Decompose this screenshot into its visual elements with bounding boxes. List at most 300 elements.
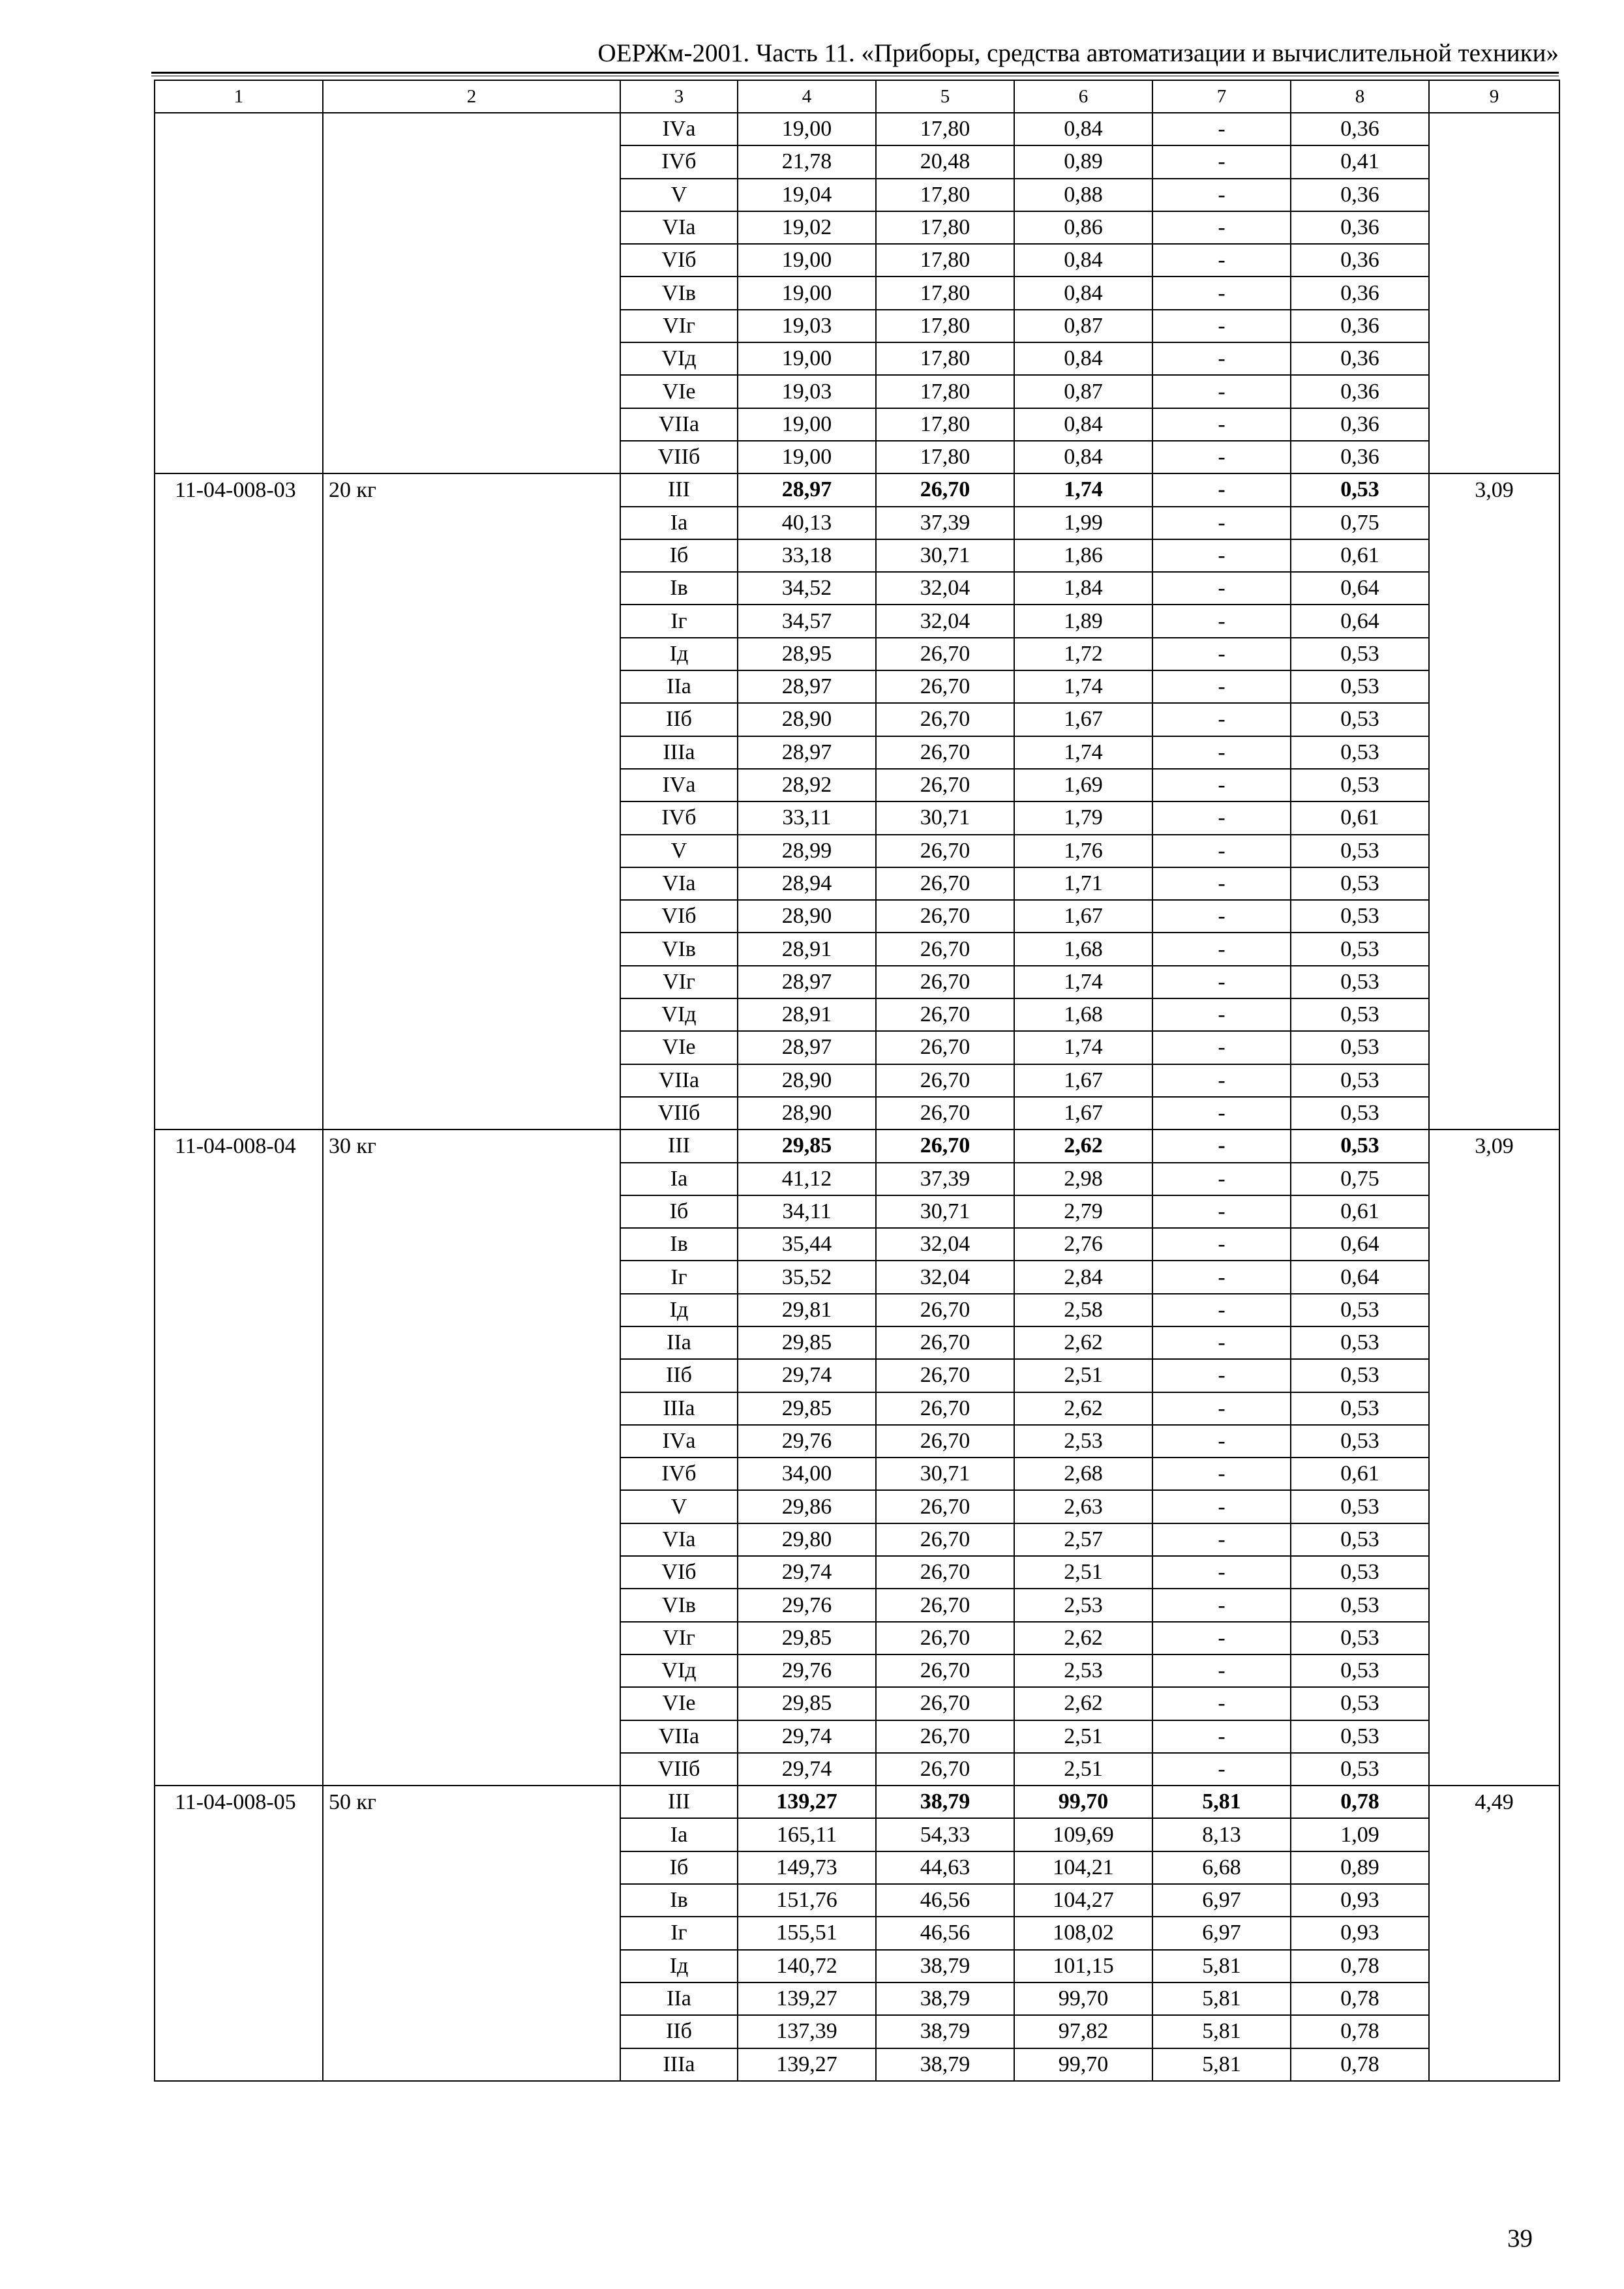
value-cell: 26,70 (876, 736, 1014, 769)
name-cell (323, 801, 620, 834)
value-cell: 0,78 (1291, 1982, 1429, 2015)
value-cell: - (1152, 769, 1291, 801)
col9-cell (1429, 769, 1559, 801)
value-cell: - (1152, 1753, 1291, 1786)
col9-cell (1429, 277, 1559, 309)
value-cell: 0,53 (1291, 1490, 1429, 1523)
value-cell: 2,68 (1014, 1458, 1152, 1490)
value-cell: 1,74 (1014, 1031, 1152, 1064)
value-cell: 0,53 (1291, 1064, 1429, 1097)
value-cell: - (1152, 342, 1291, 375)
value-cell: 6,97 (1152, 1884, 1291, 1917)
region-cell: VIIб (620, 1097, 738, 1130)
region-cell: IIб (620, 703, 738, 736)
code-cell (155, 867, 323, 900)
region-cell: III (620, 473, 738, 506)
table-row (155, 2048, 1559, 2081)
value-cell: 0,53 (1291, 1589, 1429, 1621)
code-cell (155, 769, 323, 801)
value-cell: 0,36 (1291, 179, 1429, 211)
value-cell: - (1152, 1589, 1291, 1621)
region-cell: Iг (620, 605, 738, 637)
value-cell: - (1152, 1523, 1291, 1556)
value-cell: 29,76 (738, 1589, 876, 1621)
value-cell: 5,81 (1152, 2015, 1291, 2048)
value-cell: 21,78 (738, 145, 876, 178)
table-row (155, 179, 1559, 211)
col9-cell (1429, 1622, 1559, 1654)
code-cell (155, 835, 323, 867)
value-cell: 0,53 (1291, 867, 1429, 900)
region-cell: VIе (620, 1687, 738, 1720)
value-cell: 101,15 (1014, 1950, 1152, 1982)
table-row (155, 1326, 1559, 1359)
name-cell: 50 кг (323, 1786, 620, 1818)
value-cell: 0,36 (1291, 113, 1429, 145)
value-cell: 99,70 (1014, 1786, 1152, 1818)
name-cell (323, 572, 620, 605)
value-cell: 40,13 (738, 507, 876, 539)
name-cell (323, 670, 620, 703)
value-cell: 30,71 (876, 539, 1014, 572)
value-cell: 17,80 (876, 244, 1014, 277)
region-cell: Iв (620, 1228, 738, 1261)
value-cell: 1,86 (1014, 539, 1152, 572)
value-cell: 104,21 (1014, 1851, 1152, 1884)
value-cell: 2,51 (1014, 1556, 1152, 1589)
value-cell: 26,70 (876, 900, 1014, 933)
code-cell (155, 1392, 323, 1425)
value-cell: 2,51 (1014, 1720, 1152, 1753)
value-cell: 0,53 (1291, 1523, 1429, 1556)
code-cell (155, 736, 323, 769)
value-cell: - (1152, 966, 1291, 998)
col9-cell (1429, 2015, 1559, 2048)
value-cell: 5,81 (1152, 1982, 1291, 2015)
value-cell: 19,00 (738, 113, 876, 145)
value-cell: 41,12 (738, 1163, 876, 1195)
code-cell (155, 1589, 323, 1621)
page-number: 39 (1507, 2224, 1533, 2252)
region-cell: VIд (620, 342, 738, 375)
value-cell: - (1152, 736, 1291, 769)
value-cell: 5,81 (1152, 2048, 1291, 2081)
region-cell: Iа (620, 507, 738, 539)
code-cell (155, 1884, 323, 1917)
name-cell (323, 2048, 620, 2081)
name-cell (323, 1425, 620, 1458)
value-cell: - (1152, 1359, 1291, 1392)
value-cell: 26,70 (876, 1294, 1014, 1326)
value-cell: - (1152, 900, 1291, 933)
value-cell: 26,70 (876, 966, 1014, 998)
code-cell (155, 2048, 323, 2081)
col9-cell: 3,09 (1429, 1130, 1559, 1162)
value-cell: 38,79 (876, 2048, 1014, 2081)
value-cell: - (1152, 1130, 1291, 1162)
name-cell (323, 1064, 620, 1097)
col9-cell (1429, 211, 1559, 244)
value-cell: 38,79 (876, 2015, 1014, 2048)
value-cell: 29,85 (738, 1392, 876, 1425)
value-cell: 2,57 (1014, 1523, 1152, 1556)
value-cell: - (1152, 1097, 1291, 1130)
table-row (155, 1523, 1559, 1556)
name-cell (323, 1163, 620, 1195)
value-cell: 26,70 (876, 1490, 1014, 1523)
table-row (155, 703, 1559, 736)
table-row (155, 1950, 1559, 1982)
name-cell (323, 605, 620, 637)
table-row (155, 1753, 1559, 1786)
value-cell: 0,53 (1291, 1720, 1429, 1753)
value-cell: 0,89 (1014, 145, 1152, 178)
value-cell: 28,91 (738, 998, 876, 1031)
value-cell: 19,00 (738, 244, 876, 277)
name-cell (323, 1195, 620, 1228)
value-cell: 28,94 (738, 867, 876, 900)
region-cell: VIIб (620, 1753, 738, 1786)
name-cell (323, 900, 620, 933)
name-cell (323, 1523, 620, 1556)
value-cell: - (1152, 605, 1291, 637)
col9-cell (1429, 342, 1559, 375)
table-row (155, 1195, 1559, 1228)
col9-cell (1429, 507, 1559, 539)
table-row (155, 801, 1559, 834)
region-cell: VIIб (620, 441, 738, 473)
value-cell: 28,90 (738, 703, 876, 736)
name-cell (323, 1982, 620, 2015)
code-cell (155, 113, 323, 145)
name-cell (323, 1294, 620, 1326)
value-cell: 0,53 (1291, 1097, 1429, 1130)
value-cell: 29,85 (738, 1130, 876, 1162)
value-cell: 29,74 (738, 1720, 876, 1753)
code-cell (155, 1654, 323, 1687)
value-cell: 34,57 (738, 605, 876, 637)
name-cell (323, 867, 620, 900)
value-cell: 26,70 (876, 933, 1014, 965)
region-cell: IIб (620, 2015, 738, 2048)
region-cell: Iд (620, 638, 738, 670)
value-cell: 26,70 (876, 998, 1014, 1031)
code-cell (155, 1097, 323, 1130)
value-cell: 104,27 (1014, 1884, 1152, 1917)
col9-cell (1429, 638, 1559, 670)
rates-table (154, 80, 1560, 2082)
code-cell (155, 342, 323, 375)
value-cell: 32,04 (876, 605, 1014, 637)
value-cell: - (1152, 1294, 1291, 1326)
table-row (155, 113, 1559, 145)
name-cell: 20 кг (323, 473, 620, 506)
value-cell: 0,64 (1291, 1261, 1429, 1293)
value-cell: - (1152, 277, 1291, 309)
value-cell: 26,70 (876, 1425, 1014, 1458)
value-cell: 2,62 (1014, 1130, 1152, 1162)
name-cell (323, 211, 620, 244)
value-cell: 29,74 (738, 1359, 876, 1392)
value-cell: 0,53 (1291, 1425, 1429, 1458)
region-cell: IIб (620, 1359, 738, 1392)
col9-cell (1429, 801, 1559, 834)
region-cell: VIе (620, 375, 738, 408)
value-cell: 139,27 (738, 1786, 876, 1818)
name-cell (323, 507, 620, 539)
table-row (155, 1097, 1559, 1130)
value-cell: 0,53 (1291, 473, 1429, 506)
value-cell: - (1152, 1556, 1291, 1589)
code-cell (155, 1720, 323, 1753)
region-cell: IVб (620, 1458, 738, 1490)
name-cell (323, 1589, 620, 1621)
name-cell (323, 310, 620, 342)
region-cell: Iд (620, 1294, 738, 1326)
name-cell (323, 1687, 620, 1720)
name-cell (323, 539, 620, 572)
name-cell (323, 1622, 620, 1654)
code-cell (155, 1031, 323, 1064)
region-cell: VIб (620, 1556, 738, 1589)
code-cell (155, 638, 323, 670)
value-cell: - (1152, 867, 1291, 900)
value-cell: - (1152, 1654, 1291, 1687)
value-cell: 34,11 (738, 1195, 876, 1228)
value-cell: 0,53 (1291, 1687, 1429, 1720)
col9-cell (1429, 1228, 1559, 1261)
code-cell (155, 244, 323, 277)
col9-cell (1429, 1654, 1559, 1687)
value-cell: 17,80 (876, 277, 1014, 309)
value-cell: 17,80 (876, 408, 1014, 441)
value-cell: 0,53 (1291, 998, 1429, 1031)
col9-cell (1429, 703, 1559, 736)
table-row (155, 408, 1559, 441)
value-cell: 137,39 (738, 2015, 876, 2048)
code-cell: 11-04-008-03 (155, 473, 323, 506)
region-cell: VIIа (620, 1720, 738, 1753)
code-cell (155, 572, 323, 605)
name-cell (323, 736, 620, 769)
table-row (155, 1556, 1559, 1589)
value-cell: 0,75 (1291, 507, 1429, 539)
value-cell: 28,97 (738, 966, 876, 998)
value-cell: 26,70 (876, 670, 1014, 703)
region-cell: V (620, 835, 738, 867)
value-cell: 0,84 (1014, 408, 1152, 441)
value-cell: 17,80 (876, 342, 1014, 375)
region-cell: IIа (620, 670, 738, 703)
value-cell: 0,53 (1291, 638, 1429, 670)
code-cell (155, 375, 323, 408)
col9-cell (1429, 1064, 1559, 1097)
value-cell: 35,52 (738, 1261, 876, 1293)
value-cell: 1,99 (1014, 507, 1152, 539)
value-cell: 20,48 (876, 145, 1014, 178)
value-cell: 0,78 (1291, 2015, 1429, 2048)
region-cell: Iв (620, 1884, 738, 1917)
col9-cell (1429, 1294, 1559, 1326)
region-cell: IIа (620, 1326, 738, 1359)
value-cell: 26,70 (876, 1359, 1014, 1392)
value-cell: 151,76 (738, 1884, 876, 1917)
value-cell: - (1152, 539, 1291, 572)
code-cell (155, 966, 323, 998)
value-cell: 17,80 (876, 179, 1014, 211)
value-cell: 0,87 (1014, 375, 1152, 408)
value-cell: - (1152, 113, 1291, 145)
col9-cell (1429, 179, 1559, 211)
value-cell: 26,70 (876, 703, 1014, 736)
value-cell: 1,67 (1014, 1097, 1152, 1130)
value-cell: 0,93 (1291, 1884, 1429, 1917)
table-row (155, 1818, 1559, 1851)
value-cell: 29,76 (738, 1654, 876, 1687)
value-cell: 26,70 (876, 473, 1014, 506)
code-cell (155, 1556, 323, 1589)
name-cell (323, 1359, 620, 1392)
column-header: 8 (1291, 80, 1429, 113)
column-number-row (155, 80, 1559, 113)
name-cell (323, 179, 620, 211)
name-cell (323, 441, 620, 473)
col9-cell (1429, 1523, 1559, 1556)
value-cell: 26,70 (876, 769, 1014, 801)
value-cell: 28,90 (738, 1064, 876, 1097)
value-cell: 0,53 (1291, 1654, 1429, 1687)
value-cell: - (1152, 310, 1291, 342)
name-cell (323, 1753, 620, 1786)
value-cell: 2,51 (1014, 1753, 1152, 1786)
value-cell: 8,13 (1152, 1818, 1291, 1851)
col9-cell (1429, 145, 1559, 178)
table-row (155, 441, 1559, 473)
value-cell: 0,36 (1291, 310, 1429, 342)
value-cell: 1,74 (1014, 473, 1152, 506)
value-cell: 26,70 (876, 1097, 1014, 1130)
col9-cell (1429, 1261, 1559, 1293)
region-cell: III (620, 1130, 738, 1162)
col9-cell (1429, 1720, 1559, 1753)
col9-cell (1429, 1031, 1559, 1064)
col9-cell (1429, 670, 1559, 703)
region-cell: VIа (620, 867, 738, 900)
col9-cell (1429, 1982, 1559, 2015)
table-row (155, 1228, 1559, 1261)
value-cell: 37,39 (876, 507, 1014, 539)
value-cell: 46,56 (876, 1884, 1014, 1917)
region-cell: VIд (620, 998, 738, 1031)
name-cell (323, 1720, 620, 1753)
code-cell (155, 1294, 323, 1326)
name-cell (323, 244, 620, 277)
value-cell: - (1152, 179, 1291, 211)
value-cell: 34,52 (738, 572, 876, 605)
col9-cell: 3,09 (1429, 473, 1559, 506)
region-cell: VIв (620, 277, 738, 309)
value-cell: 19,02 (738, 211, 876, 244)
value-cell: 0,78 (1291, 2048, 1429, 2081)
value-cell: 28,90 (738, 900, 876, 933)
code-cell (155, 1917, 323, 1949)
value-cell: 109,69 (1014, 1818, 1152, 1851)
col9-cell (1429, 375, 1559, 408)
value-cell: 5,81 (1152, 1786, 1291, 1818)
col9-cell: 4,49 (1429, 1786, 1559, 1818)
value-cell: 0,88 (1014, 179, 1152, 211)
value-cell: 1,68 (1014, 933, 1152, 965)
value-cell: 0,84 (1014, 342, 1152, 375)
value-cell: 0,53 (1291, 703, 1429, 736)
name-cell (323, 1097, 620, 1130)
code-cell (155, 1458, 323, 1490)
col9-cell (1429, 572, 1559, 605)
code-cell: 11-04-008-04 (155, 1130, 323, 1162)
value-cell: - (1152, 1195, 1291, 1228)
value-cell: 0,41 (1291, 145, 1429, 178)
region-cell: Iб (620, 1195, 738, 1228)
code-cell (155, 1425, 323, 1458)
value-cell: 2,62 (1014, 1622, 1152, 1654)
name-cell (323, 1458, 620, 1490)
value-cell: 1,74 (1014, 966, 1152, 998)
code-cell (155, 2015, 323, 2048)
value-cell: 17,80 (876, 441, 1014, 473)
col9-cell (1429, 900, 1559, 933)
table-row (155, 277, 1559, 309)
name-cell: 30 кг (323, 1130, 620, 1162)
region-cell: Iв (620, 572, 738, 605)
col9-cell (1429, 1589, 1559, 1621)
value-cell: 26,70 (876, 1326, 1014, 1359)
table-row (155, 670, 1559, 703)
value-cell: 0,36 (1291, 375, 1429, 408)
col9-cell (1429, 1392, 1559, 1425)
col9-cell (1429, 1687, 1559, 1720)
page-header: ОЕРЖм-2001. Часть 11. «Приборы, средства автоматизации и вычислительной техники» (597, 39, 1559, 67)
value-cell: 32,04 (876, 572, 1014, 605)
header-rule (151, 72, 1559, 74)
value-cell: 0,53 (1291, 736, 1429, 769)
code-cell (155, 1818, 323, 1851)
code-cell (155, 605, 323, 637)
value-cell: 2,62 (1014, 1392, 1152, 1425)
value-cell: 0,61 (1291, 1195, 1429, 1228)
value-cell: 165,11 (738, 1818, 876, 1851)
value-cell: 28,97 (738, 473, 876, 506)
code-cell (155, 211, 323, 244)
col9-cell (1429, 605, 1559, 637)
value-cell: 17,80 (876, 375, 1014, 408)
column-header: 7 (1152, 80, 1291, 113)
code-cell (155, 1261, 323, 1293)
code-cell (155, 1228, 323, 1261)
value-cell: - (1152, 1261, 1291, 1293)
code-cell (155, 900, 323, 933)
region-cell: VIг (620, 310, 738, 342)
value-cell: 0,89 (1291, 1851, 1429, 1884)
region-cell: VIIа (620, 408, 738, 441)
value-cell: 17,80 (876, 310, 1014, 342)
col9-cell (1429, 539, 1559, 572)
value-cell: 30,71 (876, 1195, 1014, 1228)
value-cell: 38,79 (876, 1982, 1014, 2015)
value-cell: 26,70 (876, 1523, 1014, 1556)
code-cell (155, 670, 323, 703)
value-cell: 26,70 (876, 1687, 1014, 1720)
value-cell: 28,97 (738, 670, 876, 703)
